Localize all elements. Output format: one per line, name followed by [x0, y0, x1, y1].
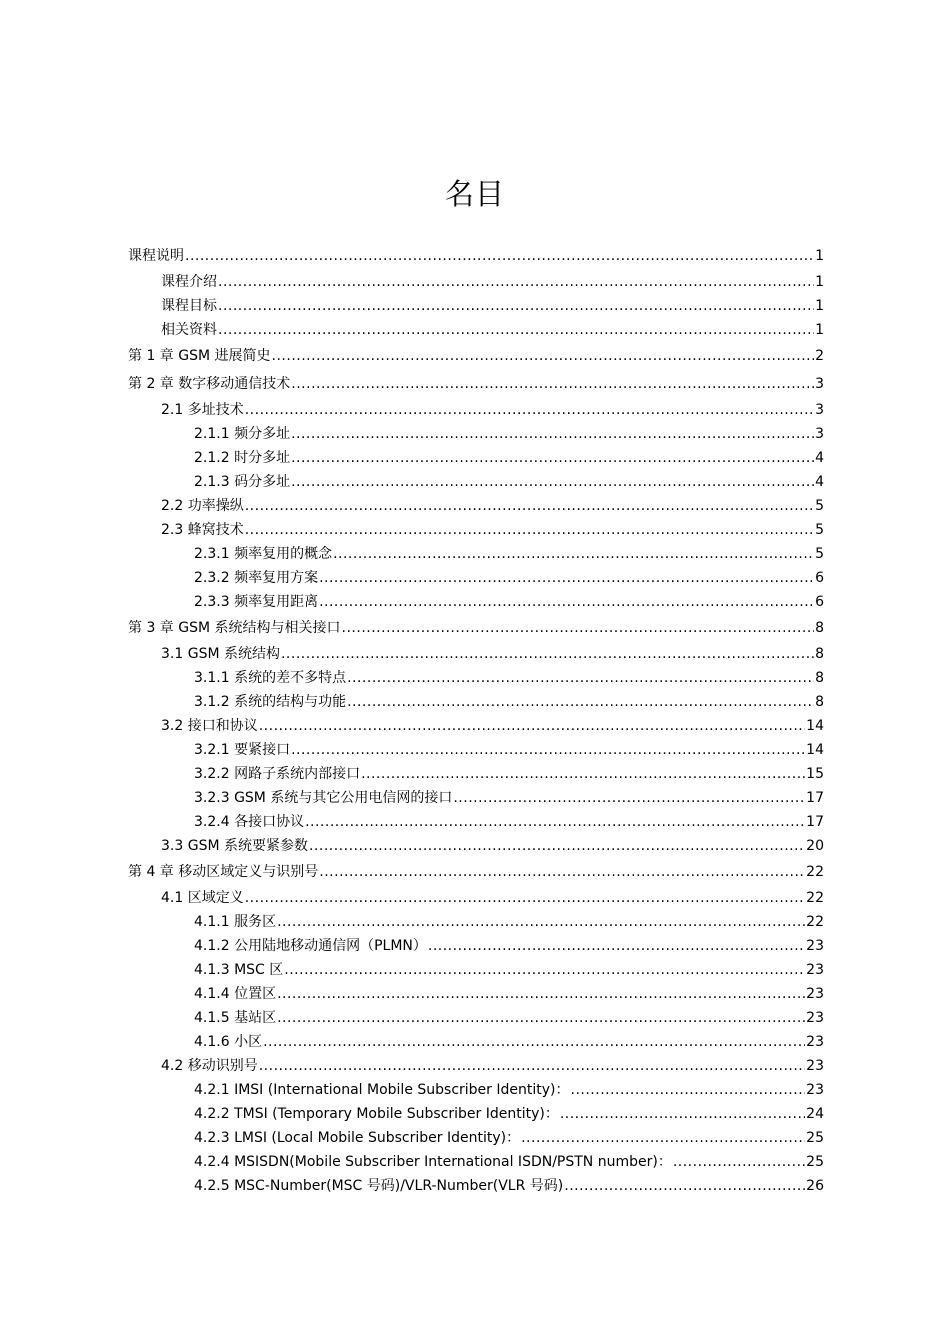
dot-leader — [218, 294, 814, 318]
dot-leader — [319, 566, 814, 590]
toc-entry-label: 4.1.4 位置区 — [194, 986, 277, 1002]
toc-entry-label: 3.1.1 系统的差不多特点 — [194, 670, 347, 686]
toc-entry-page-number: 23 — [806, 1082, 824, 1098]
toc-entry[interactable] — [128, 494, 824, 518]
dot-leader — [218, 270, 814, 294]
toc-entry[interactable] — [128, 614, 824, 642]
toc-entry-label: 3.2.2 网路子系统内部接口 — [194, 766, 361, 782]
toc-entry-page-number: 23 — [806, 962, 824, 978]
dot-leader — [185, 242, 814, 270]
toc-entry-page-number: 1 — [815, 248, 824, 264]
toc-entry-page-number: 8 — [815, 694, 824, 710]
toc-entry-page-number: 1 — [815, 322, 824, 338]
toc-entry[interactable] — [128, 858, 824, 886]
toc-title: 名目 — [444, 177, 505, 211]
dot-leader — [259, 1054, 805, 1078]
toc-entry-page-number: 23 — [806, 1058, 824, 1074]
dot-leader — [347, 666, 814, 690]
toc-entry-label: 课程介绍 — [161, 274, 217, 290]
toc-entry-label: 3.2.1 要紧接口 — [194, 742, 291, 758]
toc-entry[interactable] — [128, 886, 824, 910]
toc-entry-label: 2.2 功率操纵 — [161, 498, 244, 514]
toc-entry-page-number: 22 — [806, 914, 824, 930]
dot-leader — [291, 470, 814, 494]
toc-entry-label: 4.1.2 公用陆地移动通信网（PLMN） — [194, 938, 427, 954]
toc-entry-label: 4.1.6 小区 — [194, 1034, 263, 1050]
toc-entry[interactable] — [128, 666, 824, 690]
toc-entry-page-number: 2 — [815, 348, 824, 364]
dot-leader — [333, 542, 814, 566]
toc-entry-page-number: 3 — [815, 402, 824, 418]
toc-entry-label: 3.2.3 GSM 系统与其它公用电信网的接口 — [194, 790, 453, 806]
dot-leader — [521, 1126, 805, 1150]
toc-entry-page-number: 23 — [806, 1034, 824, 1050]
toc-entry-page-number: 3 — [815, 376, 824, 392]
toc-entry[interactable] — [128, 934, 824, 958]
toc-entry-label: 4.1.5 基站区 — [194, 1010, 277, 1026]
toc-entry-page-number: 6 — [815, 594, 824, 610]
toc-entry-page-number: 8 — [815, 670, 824, 686]
toc-entry[interactable] — [128, 446, 824, 470]
toc-entry-page-number: 23 — [806, 986, 824, 1002]
toc-entry-label: 2.3 蜂窝技术 — [161, 522, 244, 538]
dot-leader — [361, 762, 805, 786]
toc-entry-page-number: 4 — [815, 474, 824, 490]
toc-entry-page-number: 3 — [815, 426, 824, 442]
toc-entry[interactable] — [128, 370, 824, 398]
toc-entry[interactable] — [128, 1150, 824, 1174]
toc-entry[interactable] — [128, 810, 824, 834]
toc-entry[interactable] — [128, 834, 824, 858]
toc-entry-label: 4.2.3 LMSI (Local Mobile Subscriber Identity)： — [194, 1130, 521, 1146]
toc-entry-page-number: 22 — [806, 864, 824, 880]
dot-leader — [571, 1078, 806, 1102]
toc-entry[interactable] — [128, 762, 824, 786]
toc-entry-page-number: 26 — [806, 1178, 824, 1194]
toc-entry-label: 相关资料 — [161, 322, 217, 338]
dot-leader — [291, 446, 814, 470]
toc-entry-label: 4.1.3 MSC 区 — [194, 962, 284, 978]
toc-entry-label: 4.1 区域定义 — [161, 890, 244, 906]
toc-entry-page-number: 5 — [815, 546, 824, 562]
dot-leader — [305, 810, 805, 834]
toc-entry-page-number: 17 — [806, 814, 824, 830]
toc-entry[interactable] — [128, 1102, 824, 1126]
dot-leader — [342, 614, 815, 642]
dot-leader — [277, 910, 805, 934]
toc-entry[interactable] — [128, 518, 824, 542]
toc-entry[interactable] — [128, 1174, 824, 1198]
toc-entry-label: 2.1.2 时分多址 — [194, 450, 291, 466]
toc-entry[interactable] — [128, 342, 824, 370]
toc-entry-page-number: 25 — [806, 1130, 824, 1146]
toc-entry-label: 第 4 章 移动区域定义与识别号 — [128, 864, 319, 880]
toc-entry-label: 4.2.1 IMSI (International Mobile Subscriber Identity)： — [194, 1082, 570, 1098]
dot-leader — [259, 714, 805, 738]
toc-entry-page-number: 8 — [815, 620, 824, 636]
toc-entry-label: 4.2.2 TMSI (Temporary Mobile Subscriber Identity)： — [194, 1106, 559, 1122]
toc-entry-label: 4.2 移动识别号 — [161, 1058, 258, 1074]
toc-entry-page-number: 5 — [815, 498, 824, 514]
toc-entry[interactable] — [128, 1054, 824, 1078]
toc-entry[interactable] — [128, 542, 824, 566]
dot-leader — [291, 370, 814, 398]
toc-entry[interactable] — [128, 910, 824, 934]
toc-entry[interactable] — [128, 422, 824, 446]
toc-entry-page-number: 23 — [806, 1010, 824, 1026]
toc-entry[interactable] — [128, 398, 824, 422]
toc-entry-label: 4.1.1 服务区 — [194, 914, 277, 930]
dot-leader — [284, 958, 805, 982]
toc-entry-page-number: 25 — [806, 1154, 824, 1170]
toc-entry[interactable] — [128, 714, 824, 738]
toc-entry[interactable] — [128, 958, 824, 982]
toc-entry-label: 4.2.5 MSC-Number(MSC 号码)/VLR-Number(VLR 号码) — [194, 1178, 564, 1194]
toc-entry[interactable] — [128, 566, 824, 590]
dot-leader — [291, 738, 805, 762]
dot-leader — [245, 886, 805, 910]
toc-entry-page-number: 5 — [815, 522, 824, 538]
toc-entry-page-number: 8 — [815, 646, 824, 662]
toc-entry[interactable] — [128, 294, 824, 318]
table-of-contents — [128, 242, 824, 1198]
dot-leader — [245, 494, 814, 518]
dot-leader — [347, 690, 814, 714]
toc-entry[interactable] — [128, 642, 824, 666]
toc-entry-label: 3.1.2 系统的结构与功能 — [194, 694, 347, 710]
dot-leader — [428, 934, 805, 958]
toc-entry[interactable] — [128, 738, 824, 762]
toc-entry-page-number: 6 — [815, 570, 824, 586]
toc-entry-page-number: 22 — [806, 890, 824, 906]
toc-entry[interactable] — [128, 270, 824, 294]
toc-entry-page-number: 15 — [806, 766, 824, 782]
toc-entry-label: 第 2 章 数字移动通信技术 — [128, 376, 291, 392]
toc-entry-label: 2.1.1 频分多址 — [194, 426, 291, 442]
toc-entry[interactable] — [128, 1078, 824, 1102]
dot-leader — [564, 1174, 805, 1198]
toc-entry-label: 课程说明 — [128, 248, 184, 264]
dot-leader — [263, 1030, 805, 1054]
toc-entry-label: 3.1 GSM 系统结构 — [161, 646, 280, 662]
dot-leader — [277, 1006, 805, 1030]
toc-entry-label: 2.3.3 频率复用距离 — [194, 594, 319, 610]
toc-entry[interactable] — [128, 470, 824, 494]
toc-entry-label: 第 3 章 GSM 系统结构与相关接口 — [128, 620, 341, 636]
dot-leader — [319, 858, 805, 886]
toc-entry-label: 课程目标 — [161, 298, 217, 314]
toc-entry-page-number: 14 — [806, 742, 824, 758]
toc-entry-page-number: 23 — [806, 938, 824, 954]
toc-entry-label: 3.2.4 各接口协议 — [194, 814, 305, 830]
dot-leader — [453, 786, 805, 810]
toc-entry[interactable] — [128, 1030, 824, 1054]
toc-entry[interactable] — [128, 1126, 824, 1150]
dot-leader — [245, 518, 814, 542]
toc-entry[interactable] — [128, 690, 824, 714]
dot-leader — [309, 834, 805, 858]
toc-entry-label: 第 1 章 GSM 进展简史 — [128, 348, 271, 364]
toc-entry-label: 2.1 多址技术 — [161, 402, 244, 418]
dot-leader — [560, 1102, 805, 1126]
toc-entry-label: 2.1.3 码分多址 — [194, 474, 291, 490]
dot-leader — [291, 422, 814, 446]
dot-leader — [272, 342, 815, 370]
toc-entry[interactable] — [128, 318, 824, 342]
dot-leader — [319, 590, 814, 614]
toc-entry-page-number: 4 — [815, 450, 824, 466]
dot-leader — [277, 982, 805, 1006]
toc-entry[interactable] — [128, 242, 824, 270]
dot-leader — [218, 318, 814, 342]
toc-entry-label: 4.2.4 MSISDN(Mobile Subscriber International ISDN/PSTN number)： — [194, 1154, 672, 1170]
dot-leader — [673, 1150, 805, 1174]
dot-leader — [245, 398, 814, 422]
toc-entry-page-number: 1 — [815, 298, 824, 314]
dot-leader — [281, 642, 814, 666]
toc-entry-label: 2.3.1 频率复用的概念 — [194, 546, 333, 562]
toc-entry[interactable] — [128, 590, 824, 614]
toc-entry-page-number: 20 — [806, 838, 824, 854]
toc-entry[interactable] — [128, 982, 824, 1006]
toc-entry[interactable] — [128, 786, 824, 810]
toc-entry-label: 3.2 接口和协议 — [161, 718, 258, 734]
toc-entry-page-number: 1 — [815, 274, 824, 290]
toc-entry-label: 3.3 GSM 系统要紧参数 — [161, 838, 308, 854]
toc-entry-page-number: 24 — [806, 1106, 824, 1122]
toc-entry[interactable] — [128, 1006, 824, 1030]
toc-entry-page-number: 14 — [806, 718, 824, 734]
toc-entry-label: 2.3.2 频率复用方案 — [194, 570, 319, 586]
toc-entry-page-number: 17 — [806, 790, 824, 806]
